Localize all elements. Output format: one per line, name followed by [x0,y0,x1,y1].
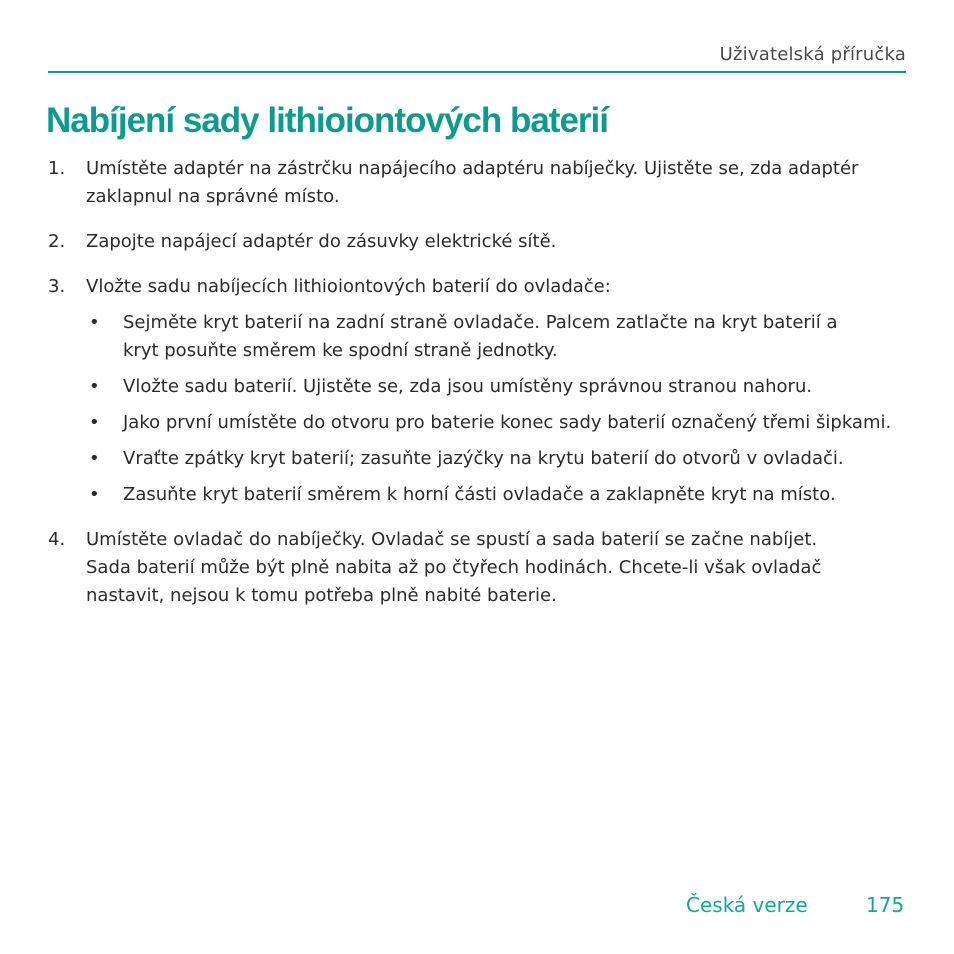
step-text: Umístěte adaptér na zástrčku napájecího adaptéru nabíječky. Ujistěte se, zda adaptér zaklapnul na správné místo. [86,158,859,207]
bullet-item [86,481,918,509]
step-item [48,155,918,211]
footer-language: Česká verze [686,893,808,917]
bullet-item [86,409,898,437]
step-number: 1. [48,158,66,179]
bullet-icon: • [89,448,100,469]
bullet-text: Sejměte kryt baterií na zadní straně ovladače. Palcem zatlačte na kryt baterií a kryt posuňte směrem ke spodní straně jednotky. [123,312,838,361]
step-item [48,228,918,256]
header-title: Uživatelská příručka [719,44,906,65]
step-text: Umístěte ovladač do nabíječky. Ovladač se spustí a sada baterií se začne nabíjet. Sada baterií může být plně nabita až po čtyřech hodinách. Chcete-li však ovladač nastavit, nejsou k tomu potřeba plně nabité baterie. [86,529,822,606]
step-number: 3. [48,276,66,297]
instruction-steps [48,155,918,627]
step-number: 4. [48,529,66,550]
step-text: Zapojte napájecí adaptér do zásuvky elektrické sítě. [86,231,557,252]
step-item [48,273,918,509]
bullet-icon: • [89,376,100,397]
bullet-icon: • [89,484,100,505]
header-divider [48,71,906,73]
page-title: Nabíjení sady lithioiontových baterií [46,101,608,140]
bullet-item [86,309,858,365]
bullet-text: Vraťte zpátky kryt baterií; zasuňte jazýčky na krytu baterií do otvorů v ovladači. [123,448,844,469]
step-item [48,526,866,610]
bullet-list [86,309,918,509]
step-number: 2. [48,231,66,252]
bullet-icon: • [89,312,100,333]
bullet-item [86,445,918,473]
bullet-text: Vložte sadu baterií. Ujistěte se, zda jsou umístěny správnou stranou nahoru. [123,376,813,397]
step-text: Vložte sadu nabíjecích lithioiontových baterií do ovladače: [86,276,611,297]
page-number: 175 [866,893,905,917]
bullet-icon: • [89,412,100,433]
bullet-text: Jako první umístěte do otvoru pro baterie konec sady baterií označený třemi šipkami. [123,412,892,433]
bullet-item [86,373,918,401]
bullet-text: Zasuňte kryt baterií směrem k horní části ovladače a zaklapněte kryt na místo. [123,484,836,505]
